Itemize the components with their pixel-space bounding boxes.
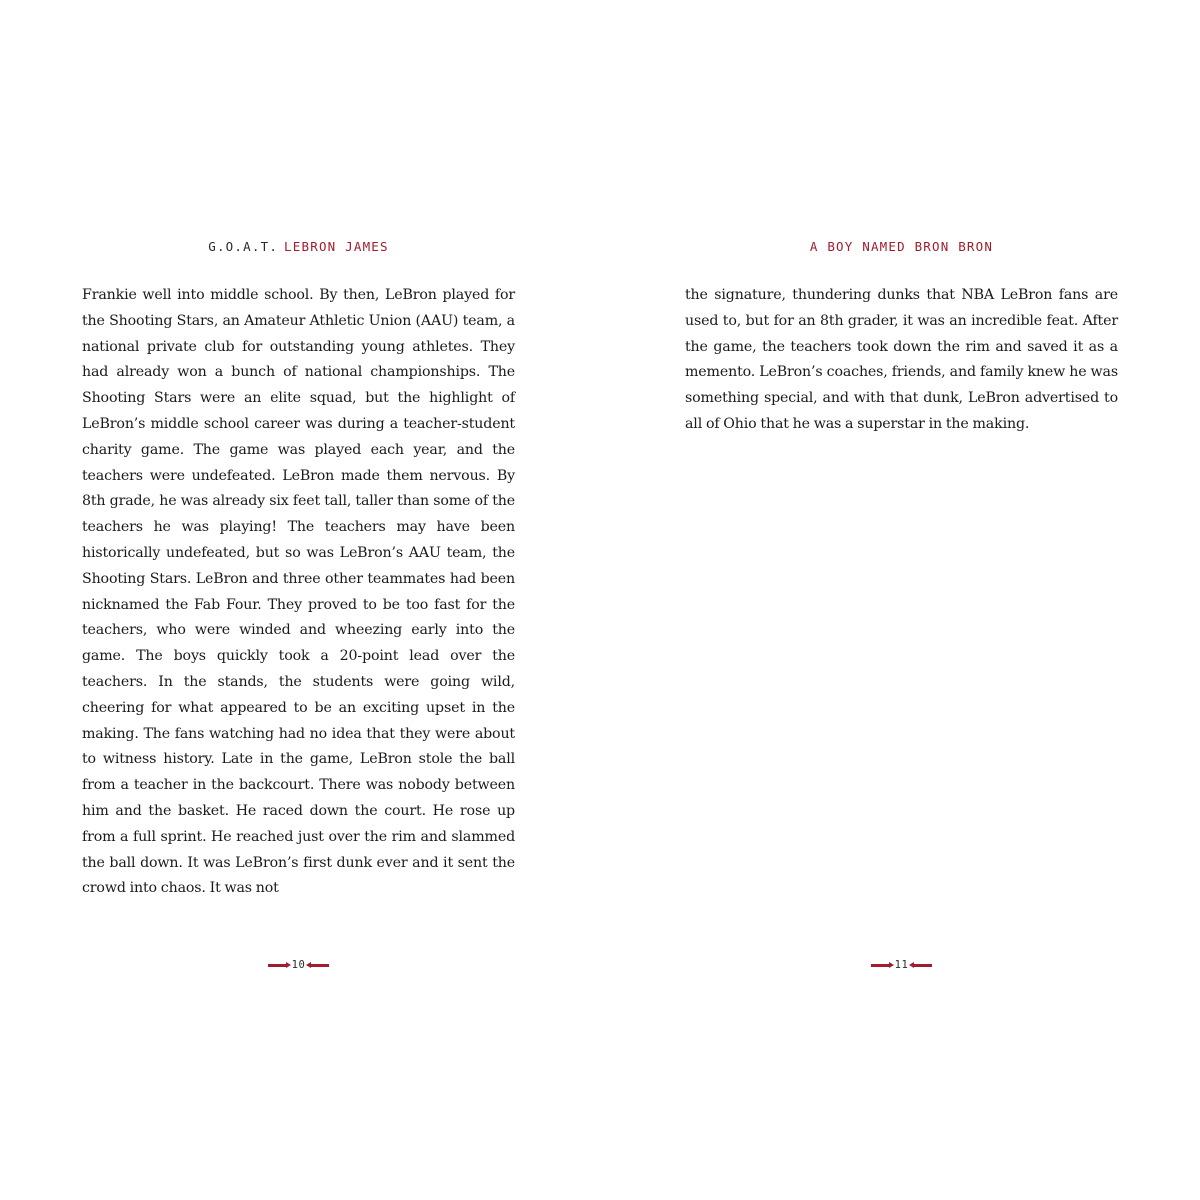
right-body-text: the signature, thundering dunks that NBA LeBron fans are used to, but for an 8th grader, it was an incredible feat. After the game, the teachers took down the rim and saved it as a memento. LeBron’s coaches, friends, and family knew he was something special, and with that dunk, LeBron advertised to all of Ohio that he was a superstar in the making. [685, 287, 1118, 432]
left-body-text: Frankie well into middle school. By then, LeBron played for the Shooting Stars, an Amateur Athletic Union (AAU) team, a national private club for outstanding young athletes. They had already won a bunch of national championships. The Shooting Stars were an elite squad, but the highlight of LeBron’s middle school career was during a teacher-student charity game. The game was played each year, and the teachers were undefeated. LeBron made them nervous. By 8th grade, he was already six feet tall, taller than some of the teachers he was playing! The teachers may have been historically undefeated, but so was LeBron’s AAU team, the Shooting Stars. LeBron and three other teammates had been nicknamed the Fab Four. They proved to be too fast for the teachers, who were winded and wheezing early into the game. The boys quickly took a 20-point lead over the teachers. In the stands, the students were going wild, cheering for what appeared to be an exciting upset in the making. The fans watching had no idea that they were about to witness history. Late in the game, LeBron stole the ball from a teacher in the backcourt. There was nobody between him and the basket. He raced down the court. He rose up from a full sprint. He reached just over the rim and slammed the ball down. It was LeBron’s first dunk ever and it sent the crowd into chaos. It was not [82, 287, 515, 897]
folio-left-ornament [268, 964, 286, 967]
chapter-title: A BOY NAMED BRON BRON [809, 239, 994, 254]
left-running-header [82, 239, 515, 255]
folio-right-ornament [914, 964, 932, 967]
right-page-number: 11 [894, 959, 909, 971]
book-title: LEBRON JAMES [284, 239, 389, 254]
right-page-folio [685, 957, 1118, 973]
left-page-number: 10 [291, 959, 306, 971]
left-page-folio [82, 957, 515, 973]
series-title: G.O.A.T. [208, 239, 279, 254]
right-running-header [685, 239, 1118, 255]
folio-left-ornament [871, 964, 889, 967]
folio-right-ornament [311, 964, 329, 967]
